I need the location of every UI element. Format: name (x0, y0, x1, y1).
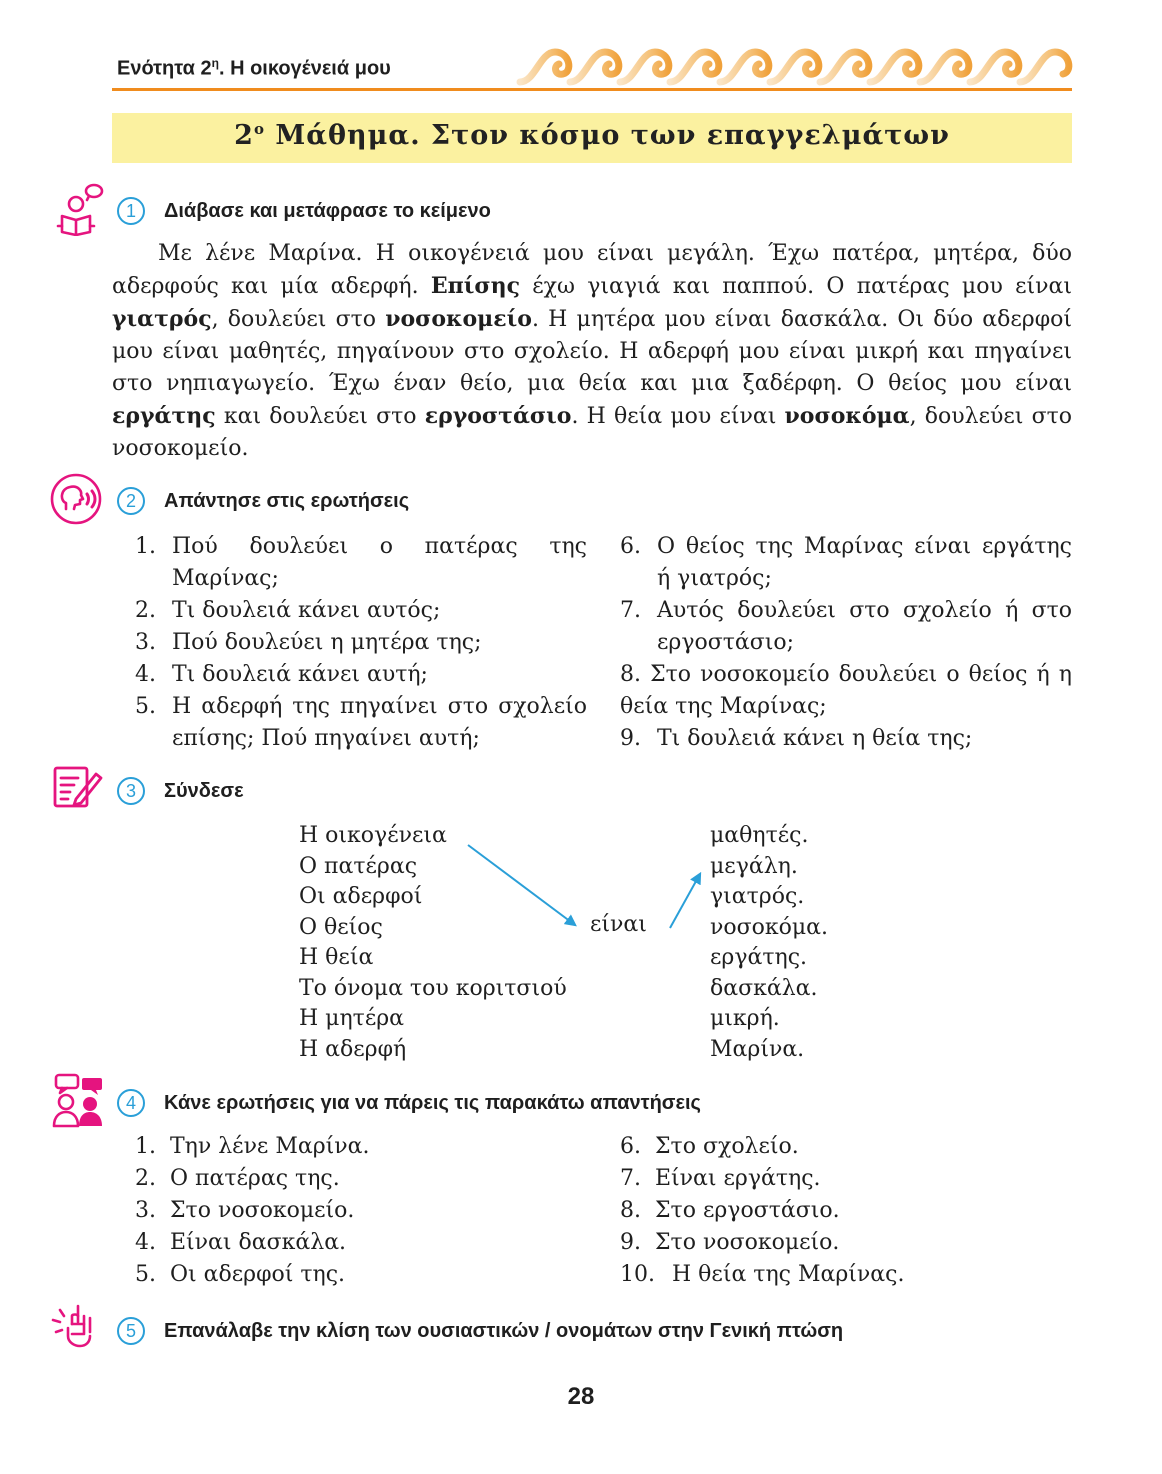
answer-item-number: 2. (135, 1166, 156, 1191)
match-right-column (710, 821, 828, 1065)
match-predicate: Μαρίνα. (710, 1036, 805, 1062)
answer-item-number: 6. (620, 1134, 641, 1159)
question-item (135, 627, 587, 659)
exercise-4-title: Κάνε ερωτήσεις για να πάρεις τις παρακάτω απαντήσεις (164, 1092, 701, 1114)
question-item (135, 531, 587, 595)
reading-text-segment: , δουλεύει στο νοσοκομείο. (112, 404, 1073, 461)
answer-item-text: Είναι εργάτης. (655, 1166, 821, 1191)
exercise-5-number: 5 (117, 1317, 145, 1345)
answer-item-number: 5. (135, 1262, 156, 1287)
answer-item (620, 1131, 904, 1163)
question-item (620, 531, 1072, 595)
lesson-title (112, 120, 1072, 151)
exercise-3-title: Σύνδεσε (164, 780, 244, 802)
question-item-number: 9. (620, 726, 641, 751)
answer-item-number: 8. (620, 1198, 641, 1223)
reading-book-icon (54, 182, 104, 236)
exercise-3-number: 3 (117, 777, 145, 805)
exercise-4-number: 4 (117, 1089, 145, 1117)
unit-sup: η (211, 56, 219, 70)
reading-text-segment: και δουλεύει στο (215, 404, 425, 429)
reading-keyword: εργοστάσιο (424, 403, 572, 429)
question-item-text: Αυτός δουλεύει στο σχολείο ή στο εργοστάσιο; (657, 598, 1072, 655)
reading-paragraph (112, 238, 1072, 465)
lesson-number: 2 (234, 120, 254, 151)
exercise-5-title: Επανάλαβε την κλίση των ουσιαστικών / ονομάτων στην Γενική πτώση (164, 1320, 844, 1342)
unit-prefix: Ενότητα 2 (117, 57, 212, 80)
reading-text-segment: έχω γιαγιά και παππού. Ο πατέρας μου είναι (520, 274, 1072, 299)
question-item-number: 1. (135, 534, 156, 559)
answer-item-number: 1. (135, 1134, 156, 1159)
answer-item-number: 10. (620, 1262, 655, 1287)
match-subject: Η μητέρα (299, 1006, 405, 1031)
reading-text-segment: . Η θεία μου είναι (571, 404, 785, 429)
answer-item (620, 1259, 904, 1291)
question-item (135, 659, 587, 691)
question-item (620, 595, 1072, 659)
reading-keyword: νοσοκόμα (784, 403, 910, 429)
unit-suffix: . Η οικογένειά μου (218, 57, 391, 80)
answer-item-text: Είναι δασκάλα. (170, 1230, 347, 1255)
speaking-head-icon (50, 473, 106, 525)
answer-item-text: Οι αδερφοί της. (170, 1262, 346, 1287)
question-item-text: Ο θείος της Μαρίνας είναι εργάτης ή γιατρός; (657, 534, 1072, 591)
question-item-number: 8. (620, 662, 641, 687)
match-subject: Ο θείος (299, 914, 383, 940)
answer-item-text: Στο νοσοκομείο. (170, 1198, 355, 1223)
answer-item (135, 1131, 370, 1163)
exercise-2-title: Απάντησε στις ερωτήσεις (164, 490, 410, 512)
question-item-number: 4. (135, 662, 156, 687)
question-item-text: Τι δουλειά κάνει η θεία της; (657, 726, 973, 751)
answer-item-number: 3. (135, 1198, 156, 1223)
arrow-to-adjective (670, 874, 700, 928)
reading-keyword: γιατρός (112, 306, 212, 332)
answer-item (135, 1163, 370, 1195)
match-verb: είναι (590, 912, 647, 937)
answer-item-text: Στο νοσοκομείο. (655, 1230, 840, 1255)
lesson-sup: ο (253, 120, 265, 138)
match-subject: Το όνομα του κοριτσιού (299, 975, 567, 1001)
exercise-1-number: 1 (117, 197, 145, 225)
answer-item-text: Στο σχολείο. (655, 1134, 799, 1159)
reading-text-segment: . Η μητέρα μου είναι δασκάλα. Οι δύο αδερφοί μου είναι μαθητές, πηγαίνουν στο σχολείο. Η αδερφή μου είναι μικρή και πηγαίνει στο νηπιαγωγείο. Έχω έναν θείο, μια θεία και μια ξαδέρφη. Ο θείος μου είναι (112, 307, 1072, 396)
answer-item-text: Στο εργοστάσιο. (655, 1198, 840, 1223)
question-item-number: 5. (135, 694, 156, 719)
question-item-text: Πού δουλεύει η μητέρα της; (172, 630, 482, 655)
match-predicate: μαθητές. (710, 823, 809, 848)
answer-item (620, 1195, 904, 1227)
question-item-number: 6. (620, 534, 641, 559)
match-subject: Η αδερφή (299, 1036, 407, 1062)
match-predicate: νοσοκόμα. (710, 914, 829, 940)
answer-item-number: 9. (620, 1230, 641, 1255)
question-item-number: 2. (135, 598, 156, 623)
match-subject: Οι αδερφοί (299, 884, 423, 909)
answer-item (135, 1259, 370, 1291)
reading-text-segment: Με λένε Μαρίνα. Η οικογένειά μου είναι μεγάλη. Έχω πατέρα, μητέρα, δύο αδερφούς και μία αδερφή. (112, 241, 1072, 299)
match-predicate: μεγάλη. (710, 853, 798, 879)
match-predicate: μικρή. (710, 1006, 780, 1031)
exercise-1-title: Διάβασε και μετάφρασε το κείμενο (164, 200, 491, 222)
question-item (620, 723, 1072, 755)
answer-item-text: Ο πατέρας της. (170, 1166, 340, 1191)
match-subject: Η θεία (299, 945, 374, 970)
match-predicate: δασκάλα. (710, 975, 818, 1001)
answer-item (135, 1195, 370, 1227)
match-left-column (299, 821, 567, 1065)
answer-item-text: Η θεία της Μαρίνας. (672, 1262, 905, 1287)
page-number: 28 (567, 1383, 595, 1410)
conversation-people-icon (50, 1072, 106, 1128)
greek-key-ornament-icon (515, 42, 1075, 90)
answer-item-text: Την λένε Μαρίνα. (170, 1134, 370, 1159)
match-subject: Η οικογένεια (299, 823, 447, 848)
questions-left-list (135, 531, 587, 755)
reading-keyword: εργάτης (112, 403, 216, 429)
reading-text (112, 238, 1072, 465)
question-item-text: Πού δουλεύει ο πατέρας της Μαρίνας; (172, 534, 587, 591)
answer-item-number: 7. (620, 1166, 641, 1191)
reading-keyword: Επίσης (430, 273, 521, 299)
writing-pencil-icon (52, 765, 104, 809)
match-predicate: εργάτης. (710, 945, 808, 970)
exercise-2-number: 2 (117, 487, 145, 515)
reading-text-segment: , δουλεύει στο (211, 307, 386, 332)
lesson-title-text: Μάθημα. Στον κόσμο των επαγγελμάτων (264, 120, 950, 151)
answer-item (135, 1227, 370, 1259)
question-item-number: 3. (135, 630, 156, 655)
question-item (135, 691, 587, 755)
answer-item-number: 4. (135, 1230, 156, 1255)
attention-hand-icon (50, 1302, 98, 1348)
question-item (135, 595, 587, 627)
question-item-number: 7. (620, 598, 641, 623)
answer-item (620, 1163, 904, 1195)
answers-right-list (620, 1131, 904, 1291)
reading-keyword: νοσοκομείο (385, 306, 532, 332)
question-item-text: Τι δουλειά κάνει αυτή; (172, 662, 428, 687)
answers-left-list (135, 1131, 370, 1291)
header-rule (112, 88, 1072, 91)
question-item-text: Τι δουλειά κάνει αυτός; (172, 598, 441, 623)
unit-title (117, 56, 391, 81)
question-item (620, 659, 1072, 723)
match-subject: Ο πατέρας (299, 853, 418, 879)
match-predicate: γιατρός. (710, 884, 805, 909)
question-item-text: Η αδερφή της πηγαίνει στο σχολείο επίσης; Πού πηγαίνει αυτή; (172, 694, 587, 751)
answer-item (620, 1227, 904, 1259)
questions-right-list (620, 531, 1072, 755)
question-item-text: Στο νοσοκομείο δουλεύει ο θείος ή η θεία της Μαρίνας; (620, 662, 1072, 719)
